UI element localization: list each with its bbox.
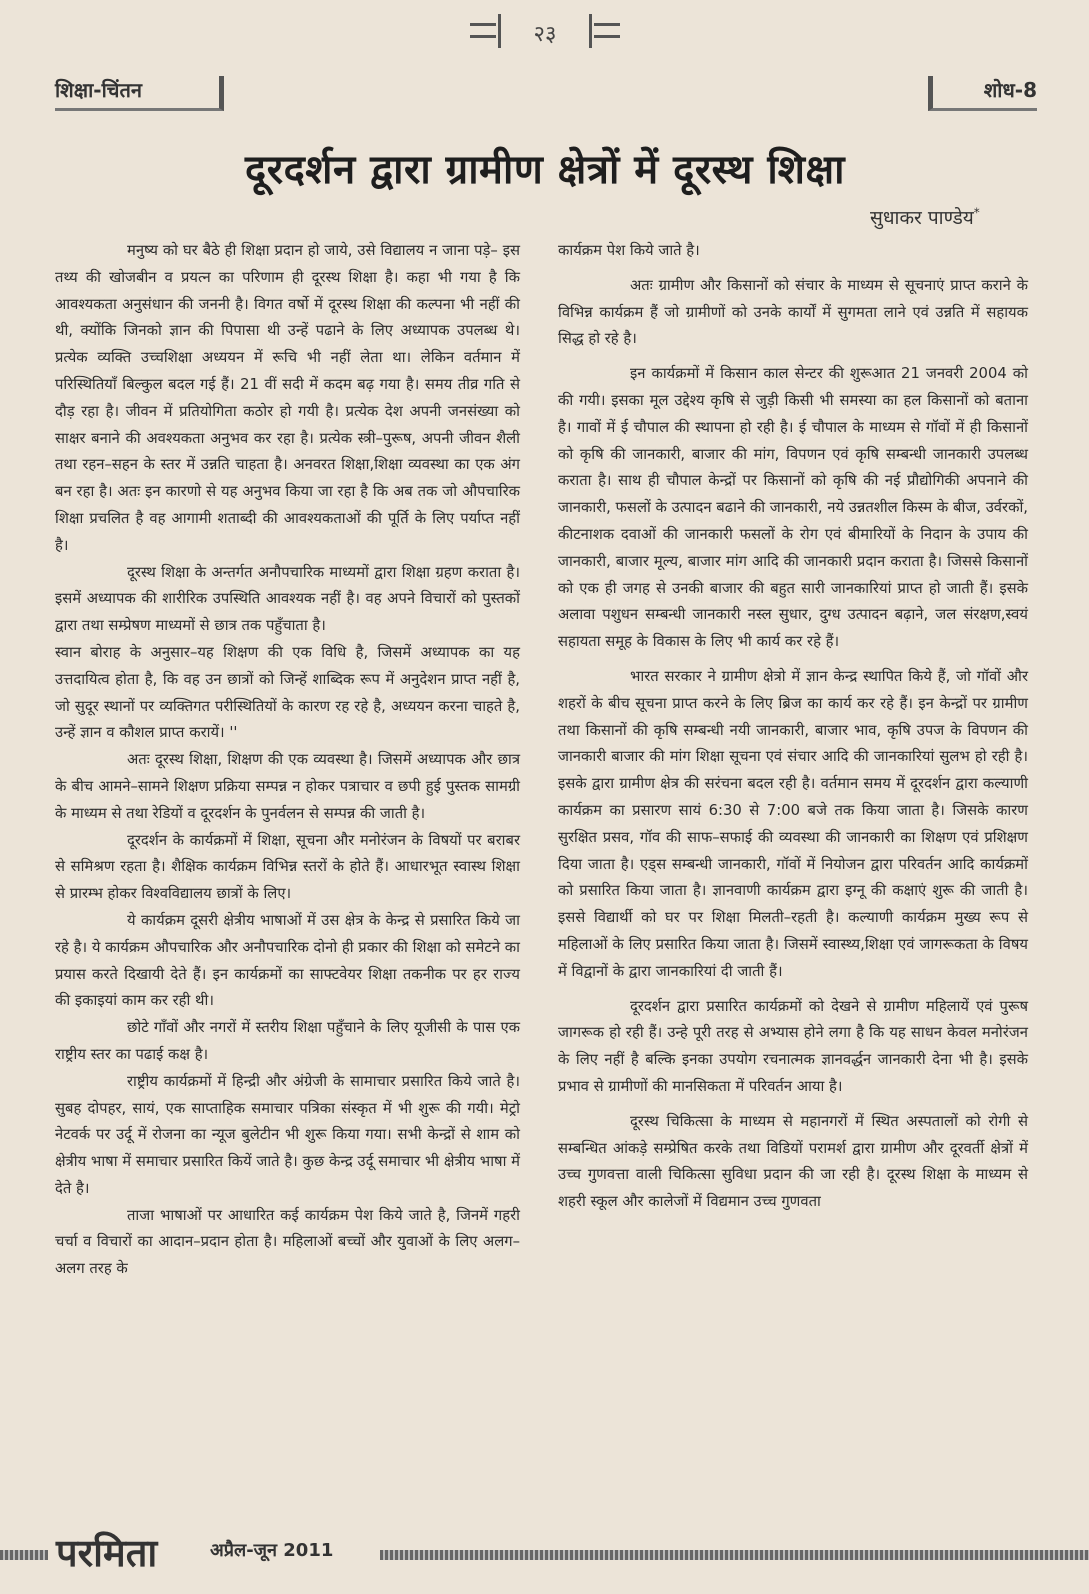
paragraph: दूरस्थ चिकित्सा के माध्यम से महानगरों में स्थित अस्पतालों को रोगी से सम्बन्धित आंकड़े सम्प्रेषित करके तथा विडियों परामर्श द्वारा ग्रामीण और दूरवर्ती क्षेत्रों में उच्च गुणवत्ता वाली चिकित्सा सुविधा प्रदान की जा रही है। दूरस्थ शिक्षा के माध्यम से शहरी स्कूल और कालेजों में विद्यमान उच्च गुणवता [558, 1112, 1028, 1211]
ornament-left-icon [470, 14, 501, 48]
right-column [558, 238, 1028, 1216]
paragraph: दूरस्थ शिक्षा के अन्तर्गत अनौपचारिक माध्यमों द्वारा शिक्षा ग्रहण कराता है। इसमें अध्यापक की शारीरिक उपस्थिति आवश्यक नहीं है। वह अपने विचारों को पुस्तकों द्वारा तथा सम्प्रेषण माध्यमों से छात्र तक पहुँचाता है। [55, 563, 520, 635]
paragraph: भारत सरकार ने ग्रामीण क्षेत्रो में ज्ञान केन्द्र स्थापित किये हैं, जो गॉवों और शहरों के बीच सूचना प्राप्त करने के लिए ब्रिज का कार्य कर रहे हैं। इन केन्द्रों पर ग्रामीण तथा किसानों की कृषि सम्बन्धी नयी जानकारी, बाजार भाव, कृषि उपज के विपणन की जानकारी बाजार की मांग शिक्षा सूचना एवं संचार आदि की जानकारियां सुलभ हो रही है। इसके द्वारा ग्रामीण क्षेत्र की सरंचना बदल रही है। वर्तमान समय में दूरदर्शन द्वारा कल्याणी कार्यक्रम का प्रसारण सायं 6:30 से 7:00 बजे तक किया जाता है। जिसके कारण सुरक्षित प्रसव, गॉव की साफ–सफाई की व्यवस्था की जानकारी का शिक्षण एवं प्रशिक्षण दिया जाता है। एड्स सम्बन्धी जानकारी, गॉवों में नियोजन द्वारा परिवर्तन आदि कार्यक्रमों को प्रसारित किया जाता है। ज्ञानवाणी कार्यक्रम द्वारा इग्नू की कक्षाएं शुरू की जाती है। इससे विद्यार्थी को घर पर शिक्षा मिलती–रहती है। कल्याणी कार्यक्रम मुख्य रूप से महिलाओं के लिए प्रसारित किया जाता है। जिसमें स्वास्थ्य,शिक्षा एवं जागरूकता के विषय में विद्वानों के द्वारा जानकारियां दी जाती हैं। [558, 667, 1028, 980]
left-column [55, 238, 520, 1283]
paragraph: छोटे गाँवों और नगरों में स्तरीय शिक्षा पहुँचाने के लिए यूजीसी के पास एक राष्ट्रीय स्तर का पढाई कक्ष है। [55, 1019, 520, 1063]
article-title: दूरदर्शन द्वारा ग्रामीण क्षेत्रों में दूरस्थ शिक्षा [244, 147, 846, 193]
paragraph: अतः ग्रामीण और किसानों को संचार के माध्यम से सूचनाएं प्राप्त कराने के विभिन्न कार्यक्रम हैं जो ग्रामीणों को उनके कार्यों में सुगमता लाने एवं उन्नति में सहायक सिद्ध हो रहे है। [558, 276, 1028, 348]
footer [0, 1526, 1089, 1578]
ornament-right-icon [589, 14, 620, 48]
paragraph: ताजा भाषाओं पर आधारित कई कार्यक्रम पेश किये जाते है, जिनमें गहरी चर्चा व विचारों का आदान–प्रदान होता है। महिलाओं बच्चों और युवाओं के लिए अलग–अलग तरह के [55, 1206, 520, 1278]
paragraph: ये कार्यक्रम दूसरी क्षेत्रीय भाषाओं में उस क्षेत्र के केन्द्र से प्रसारित किये जा रहे है। ये कार्यक्रम औपचारिक और अनौपचारिक दोनो ही प्रकार की शिक्षा को समेटने का प्रयास करते दिखायी देते हैं। इन कार्यक्रमों का साफ्टवेयर शिक्षा तकनीक पर हर राज्य की इकाइयां काम कर रही थी। [55, 911, 520, 1010]
author-name: सुधाकर पाण्डेय [870, 207, 974, 229]
paragraph: राष्ट्रीय कार्यक्रमों में हिन्द्री और अंग्रेजी के सामाचार प्रसारित किये जाते है। सुबह दोपहर, सायं, एक साप्ताहिक समाचार पत्रिका संस्कृत में भी शुरू की गयी। मेट्रो नेटवर्क पर उर्दू में रोजना का न्यूज बुलेटीन भी शुरू किया गया। सभी केन्द्रों से शाम को क्षेत्रीय भाषा में समाचार प्रसारित कियें जाते है। कुछ केन्द्र उर्दू समाचार भी क्षेत्रीय भाषा में देते है। [55, 1072, 520, 1197]
paragraph: अतः दूरस्थ शिक्षा, शिक्षण की एक व्यवस्था है। जिसमें अध्यापक और छात्र के बीच आमने–सामने शिक्षण प्रक्रिया सम्पन्न न होकर पत्राचार व छपी हुई पुस्तक सामग्री के माध्यम से तथा रेडियों व दूरदर्शन के पुनर्वलन से सम्पन्न की जाती है। [55, 751, 520, 822]
section-label-right: शोध-8 [928, 76, 1037, 111]
footer-divider [380, 1550, 1089, 1560]
author-line [870, 204, 980, 230]
issue-date: अप्रैल-जून 2011 [210, 1540, 334, 1561]
footer-divider [0, 1550, 48, 1560]
author-footnote-mark: * [973, 205, 980, 220]
paragraph: दूरदर्शन द्वारा प्रसारित कार्यक्रमों को देखने से ग्रामीण महिलायें एवं पुरूष जागरूक हो रही हैं। उन्हे पूरी तरह से अभ्यास होने लगा है कि यह साधन केवल मनोरंजन के लिए नहीं है बल्कि इनका उपयोग रचनात्मक ज्ञानवर्द्धन जानकारी देना भी है। इसके प्रभाव से ग्रामीणों की मानसिकता में परिवर्तन आया है। [558, 997, 1028, 1095]
paragraph: दूरदर्शन के कार्यक्रमों में शिक्षा, सूचना और मनोरंजन के विषयों पर बराबर से समिश्रण रहता है। शैक्षिक कार्यक्रम विभिन्न स्तरों के होते हैं। आधारभूत स्वास्थ शिक्षा से प्रारम्भ होकर विश्वविद्यालय छात्रों के लिए। [55, 831, 520, 903]
magazine-logo: परमिता [56, 1531, 158, 1575]
paragraph: स्वान बोराह के अनुसार–यह शिक्षण की एक विधि है, जिसमें अध्यापक का यह उत्तदायित्व होता है, कि वह उन छात्रों को जिन्हें शाब्दिक रूप में अनुदेशन प्राप्त नहीं है, जो सुदूर स्थानों पर व्यक्तिगत परीस्थितियों के कारण रह रहे है, अध्ययन करना चाहते है, उन्हें ज्ञान व कौशल प्राप्त करायें। '' [55, 643, 520, 742]
paragraph: इन कार्यक्रमों में किसान काल सेन्टर की शुरूआत 21 जनवरी 2004 को की गयी। इसका मूल उद्देश्य कृषि से जुड़ी किसी भी समस्या का हल किसानों को बताना है। गावों में ई चौपाल की स्थापना हो रही है। ई चौपाल के माध्यम से गॉवों में ही किसानों को कृषि की जानकारी, बाजार की मांग, विपणन एवं कृषि सम्बन्धी जानकारी उपलब्ध कराता है। साथ ही चौपाल केन्द्रों पर किसानों को कृषि की नई प्रौद्योगिकी अपनाने की जानकारी, फसलों के उत्पादन बढाने की जानकारी, नये उन्नतशील किस्म के बीज, उर्वरकों, कीटनाशक दवाओं की जानकारी फसलों के रोग एवं बीमारियों के निदान के उपाय की जानकारी, बाजार मूल्य, बाजार मांग आदि की जानकारी प्रदान कराता है। जिससे किसानों को एक ही जगह से उनकी बाजार की बहुत सारी जानकारियां प्राप्त हो जाती हैं। इसके अलावा पशुधन सम्बन्धी जानकारी नस्ल सुधार, दुग्ध उत्पादन बढ़ाने, जल संरक्षण,स्वयं सहायता समूह के विकास के लिए भी कार्य कर रहे हैं। [558, 365, 1028, 651]
paragraph: मनुष्य को घर बैठे ही शिक्षा प्रदान हो जाये, उसे विद्यालय न जाना पड़े– इस तथ्य की खोजबीन व प्रयत्न का परिणाम ही दूरस्थ शिक्षा है। कहा भी गया है कि आवश्यकता अनुसंधान की जननी है। विगत वर्षो में दूरस्थ शिक्षा की कल्पना भी नहीं की थी, क्योंकि जिनको ज्ञान की पिपासा थी उन्हें पढाने के लिए अध्यापक उपलब्ध थे। प्रत्येक व्यक्ति उच्चशिक्षा अध्ययन में रूचि भी नहीं लेता था। लेकिन वर्तमान में परिस्थितियाँ बिल्कुल बदल गई हैं। 21 वीं सदी में कदम बढ़ गया है। समय तीव्र गति से दौड़ रहा है। जीवन में प्रतियोगिता कठोर हो गयी है। प्रत्येक देश अपनी जनसंख्या को साक्षर बनाने की अवश्यकता अनुभव कर रहा है। प्रत्येक स्त्री–पुरूष, अपनी जीवन शैली तथा रहन–सहन के स्तर में उन्नति चाहता है। अनवरत शिक्षा,शिक्षा व्यवस्था का एक अंग बन रहा है। अतः इन कारणो से यह अनुभव किया जा रहा है कि अब तक जो औपचारिक शिक्षा प्रचलित है वह आगामी शताब्दी की आवश्यकताओं की पूर्ति के लिए पर्याप्त नहीं है। [55, 242, 520, 554]
paragraph: कार्यक्रम पेश किये जाते है। [558, 242, 700, 259]
page-number: २३ [533, 22, 557, 47]
page-number-ornament [470, 6, 620, 56]
section-label-left: शिक्षा-चिंतन [55, 76, 224, 111]
